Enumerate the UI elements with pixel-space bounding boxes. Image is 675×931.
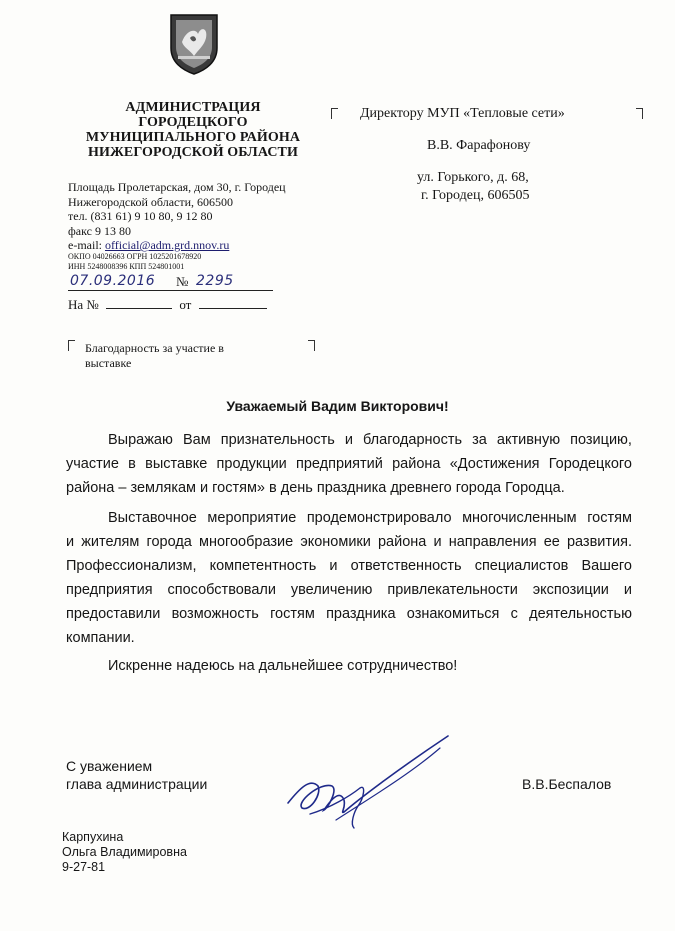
registration-line — [68, 274, 273, 294]
codes-line: ОКПО 04026663 ОГРН 1025201678920 — [68, 252, 202, 261]
org-line: ГОРОДЕЦКОГО — [138, 115, 248, 130]
body-line: компании. — [66, 630, 135, 646]
recipient — [360, 105, 625, 205]
recipient-position: Директору МУП «Тепловые сети» — [360, 106, 565, 121]
salutation: Уважаемый Вадим Викторович! — [226, 398, 449, 414]
reference-line — [68, 297, 267, 313]
executor-surname: Карпухина — [62, 830, 124, 844]
registration-number: 2295 — [196, 273, 234, 289]
body-line: Выражаю Вам признательность и благодарность за активную позицию, — [108, 432, 632, 448]
reference-from-label: от — [179, 297, 192, 312]
registration-underline — [68, 290, 273, 291]
closing — [66, 757, 207, 793]
email-link[interactable]: official@adm.grd.nnov.ru — [104, 238, 230, 252]
body-line: и жителям города многообразие экономики района и направления ее развития. — [66, 534, 632, 550]
registry-codes — [68, 252, 201, 272]
recipient-name: В.В. Фарафонову — [427, 138, 531, 153]
signer-position: глава администрации — [66, 776, 208, 792]
letter-body — [66, 428, 632, 678]
subject-line: выставке — [85, 355, 132, 370]
recipient-street: ул. Горького, д. 68, — [417, 170, 529, 185]
body-line: Искренне надеюсь на дальнейшее сотрудничество! — [108, 658, 458, 674]
fax-line: факс 9 13 80 — [68, 223, 131, 238]
email-label: e-mail: — [68, 238, 105, 252]
sender-address — [68, 180, 333, 253]
closing-regards: С уважением — [66, 758, 153, 774]
subject-corner-left — [68, 340, 75, 351]
body-line: района – землякам и гостям» в день праздника древнего города Городца. — [66, 480, 565, 496]
executor-name: Ольга Владимировна — [62, 845, 187, 859]
body-line: Профессионализм, компетентность и ответственность специалистов Вашего — [66, 558, 632, 574]
org-line: МУНИЦИПАЛЬНОГО РАЙОНА — [85, 130, 301, 145]
recipient-city: г. Городец, 606505 — [421, 188, 530, 203]
subject — [85, 341, 224, 370]
registration-date: 07.09.2016 — [70, 273, 156, 289]
org-line: АДМИНИСТРАЦИЯ — [125, 100, 261, 115]
number-label: № — [176, 274, 189, 289]
handwritten-signature — [280, 728, 460, 838]
body-line: предприятия способствовали увеличению привлекательности экспозиции и — [66, 582, 632, 598]
coat-of-arms-emblem — [168, 12, 220, 76]
organization-name — [68, 100, 318, 160]
subject-corner-right — [308, 340, 315, 351]
address-line: Нижегородской области, 606500 — [68, 194, 234, 209]
recipient-corner-right — [636, 108, 643, 119]
codes-line: ИНН 5248008396 КПП 524801001 — [68, 262, 185, 271]
body-line: предоставили возможность гостям праздника ознакомиться с деятельностью — [66, 606, 632, 622]
reference-label: На № — [68, 297, 99, 312]
reference-date-blank — [199, 308, 267, 309]
executor-info — [62, 830, 187, 875]
address-line: Площадь Пролетарская, дом 30, г. Городец — [68, 180, 286, 194]
body-line: участие в выставке продукции предприятий района «Достижения Городецкого — [66, 456, 632, 472]
subject-line: Благодарность за участие в — [85, 341, 224, 355]
signer-name: В.В.Беспалов — [522, 776, 612, 792]
executor-phone: 9-27-81 — [62, 860, 106, 874]
reference-number-blank — [106, 308, 172, 309]
body-line: Выставочное мероприятие продемонстрировало многочисленным гостям — [108, 510, 632, 526]
email-line — [68, 238, 333, 253]
org-line: НИЖЕГОРОДСКОЙ ОБЛАСТИ — [88, 145, 298, 160]
recipient-corner-left — [331, 108, 338, 119]
phone-line: тел. (831 61) 9 10 80, 9 12 80 — [68, 209, 213, 223]
